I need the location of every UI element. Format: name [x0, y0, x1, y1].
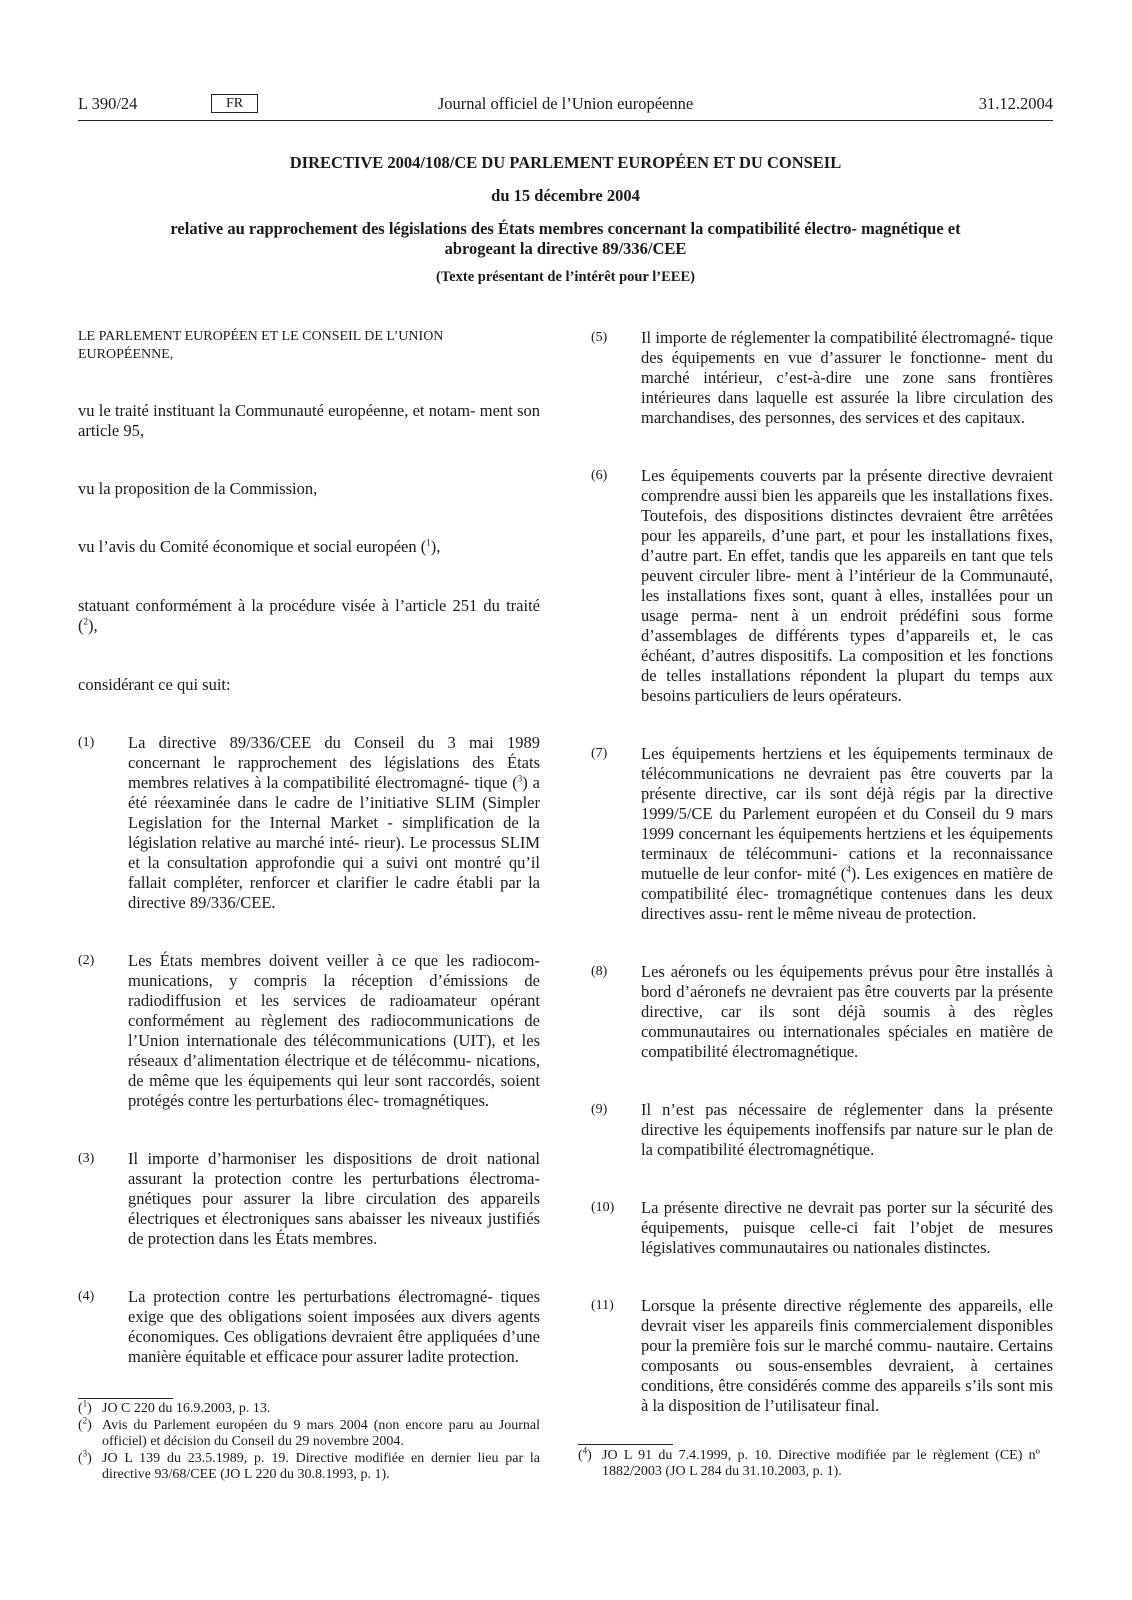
page-reference: L 390/24	[78, 94, 138, 113]
recital-number: (6)	[591, 468, 608, 483]
footnote-rule	[78, 1398, 173, 1399]
footnote-marker: ($^4$)	[578, 1445, 592, 1463]
footnote-text: JO L 91 du 7.4.1999, p. 10. Directive modifiée par le règlement (CE) nº 1882/2003 (JO L 284 du 31.10.2003, p. 1).	[602, 1448, 1040, 1479]
footnote-ref: 4	[846, 864, 851, 875]
recital-11	[591, 1296, 1053, 1416]
footnote-marker: ($^2$)	[78, 1415, 92, 1433]
recital-text: La présente directive ne devrait pas porter sur la sécurité des équipements, puisque celle-ci fait l’objet de mesures législatives communautaires ou nationales distinctes.	[641, 1198, 1053, 1257]
recital-text: Il n’est pas nécessaire de réglementer dans la présente directive les équipements inoffensifs par nature sur le plan de la compatibilité électromagnétique.	[641, 1100, 1053, 1159]
recital-6	[591, 466, 1053, 706]
language-badge: FR	[211, 94, 258, 113]
preamble-proposal: vu la proposition de la Commission,	[78, 479, 318, 498]
recital-10	[591, 1198, 1053, 1258]
recital-7	[591, 744, 1053, 924]
preamble-opinion: vu l’avis du Comité économique et social européen ($^1$),	[78, 537, 441, 556]
recital-text: Les équipements hertziens et les équipements terminaux de télécommunications ne devraient pas être couverts par la présente directive, car ils sont déjà régis par la directive 1999/5/CE du Parlement européen et du Conseil du 9 mars 1999 concernant les équipements hertziens et les équipements terminaux de télécommuni- cations et la reconnaissance mutuelle de leur confor- mité ($^4$). Les exigences en matière de compatibilité élec- tromagnétique contenues dans les deux directives assu- rent le même niveau de protection.	[641, 744, 1053, 923]
directive-title: DIRECTIVE 2004/108/CE DU PARLEMENT EUROPÉEN ET DU CONSEIL	[289, 153, 842, 172]
eea-relevance: (Texte présentant de l’intérêt pour l’EEE)	[436, 269, 695, 285]
left-column	[78, 328, 540, 1367]
running-header	[78, 90, 1053, 118]
recital-number: (11)	[591, 1298, 614, 1313]
recital-text: Il importe de réglementer la compatibilité électromagné- tique des équipements en vue d’assurer le fonctionne- ment du marché intérieur, c’est-à-dire une zone sans frontières intérieures dans laquelle est assurée la libre circulation des marchandises, des personnes, des services et des capitaux.	[641, 328, 1053, 427]
preamble-whereas: considérant ce qui suit:	[78, 675, 231, 694]
recital-number: (4)	[78, 1289, 95, 1304]
recital-3	[78, 1149, 540, 1249]
preamble-treaty: vu le traité instituant la Communauté européenne, et notam- ment son article 95,	[78, 401, 540, 440]
recital-text: Les États membres doivent veiller à ce que les radiocom- munications, y compris la réception d’émissions de radiodiffusion et les services de radioamateur opérant conformément au règlement des radiocommunications de l’Union internationale des télécommunications (UIT), et les réseaux d’alimentation électrique et de télécommu- nications, de même que les équipements qui leur sont raccordés, soient protégés contre les perturbations élec- tromagnétiques.	[128, 951, 540, 1110]
footnote-ref: 3	[517, 773, 523, 784]
footnote-1	[78, 1398, 540, 1417]
preamble-procedure: statuant conformément à la procédure visée à l’article 251 du traité ($^2$),	[78, 596, 540, 635]
recital-text: Lorsque la présente directive réglemente des appareils, elle devrait viser les appareils finis commercialement disponibles pour la première fois sur le marché commu- nautaire. Certains composants ou sous-ensembles devraient, à certaines conditions, être considérés comme des appareils s’ils sont mis à la disposition de l’utilisateur final.	[641, 1296, 1053, 1415]
recital-5	[591, 328, 1053, 428]
recital-number: (9)	[591, 1102, 608, 1117]
right-column	[591, 328, 1053, 1416]
footnote-text: JO C 220 du 16.9.2003, p. 13.	[102, 1401, 271, 1416]
recital-number: (1)	[78, 735, 95, 750]
publication-date: 31.12.2004	[978, 94, 1053, 113]
footnote-marker: ($^1$)	[78, 1398, 92, 1416]
recital-1	[78, 733, 540, 913]
footnote-ref: 1	[426, 537, 431, 548]
footnote-text: Avis du Parlement européen du 9 mars 2004 (non encore paru au Journal officiel) et décision du Conseil du 29 novembre 2004.	[102, 1418, 540, 1449]
recital-text: Les équipements couverts par la présente directive devraient comprendre aussi bien les appareils que les installations fixes. Toutefois, des dispositions distinctes devraient être arrêtées pour les appareils, d’une part, et pour les installations fixes, d’autre part. En effet, tandis que les appareils en tant que tels peuvent circuler libre- ment à l’intérieur de la Communauté, les installations fixes sont, quant à elles, installées pour un usage perma- nent à un endroit prédéfini sous forme d’assemblages de différents types d’appareils et, le cas échéant, d’autres dispositifs. La composition et les fonctions de telles installations répondent la plupart du temps aux besoins particuliers de leurs opérateurs.	[641, 466, 1053, 705]
header-rule	[78, 120, 1053, 121]
recital-number: (10)	[591, 1200, 615, 1215]
recital-number: (3)	[78, 1151, 95, 1166]
recital-text: La protection contre les perturbations électromagné- tiques exige que des obligations soient imposées aux divers agents économiques. Ces obligations devraient être appliquées d’une manière équitable et efficace pour assurer ladite protection.	[128, 1287, 540, 1366]
footnote-3	[78, 1448, 540, 1483]
recital-8	[591, 962, 1053, 1062]
recital-text: La directive 89/336/CEE du Conseil du 3 mai 1989 concernant le rapprochement des législations des États membres relatives à la compatibilité électromagné- tique ($^3$) a été réexaminée dans le cadre de l’initiative SLIM (Simpler Legislation for the Internal Market - simplification de la législation relative au marché inté- rieur). Le processus SLIM et la consultation approfondie qui a suivi ont montré qu’il fallait compléter, renforcer et clarifier le cadre établi par la directive 89/336/CEE.	[128, 733, 540, 912]
recital-number: (8)	[591, 964, 608, 979]
directive-date: du 15 décembre 2004	[491, 186, 640, 205]
directive-subject: relative au rapprochement des législations des États membres concernant la compatibilité électro- magnétique et abrogeant la directive 89/336/CEE	[170, 219, 961, 258]
preamble-parties: LE PARLEMENT EUROPÉEN ET LE CONSEIL DE L’UNION EUROPÉENNE,	[78, 329, 444, 362]
recital-9	[591, 1100, 1053, 1160]
recital-number: (2)	[78, 953, 95, 968]
recital-4	[78, 1287, 540, 1367]
footnote-marker: ($^3$)	[78, 1448, 92, 1466]
journal-title: Journal officiel de l’Union européenne	[437, 94, 694, 113]
footnote-ref: 2	[83, 616, 88, 627]
footnote-rule	[578, 1444, 673, 1445]
footnote-text: JO L 139 du 23.5.1989, p. 19. Directive modifiée en dernier lieu par la directive 93/68/CEE (JO L 220 du 30.8.1993, p. 1).	[102, 1451, 540, 1482]
recital-2	[78, 951, 540, 1111]
recital-text: Il importe d’harmoniser les dispositions de droit national assurant la protection contre les perturbations électroma- gnétiques pour assurer la libre circulation des appareils électriques et électroniques sans abaisser les niveaux justifiés de protection dans les États membres.	[128, 1149, 540, 1248]
recital-text: Les aéronefs ou les équipements prévus pour être installés à bord d’aéronefs ne devraient pas être couverts par la présente directive, car ils sont déjà soumis à des règles communautaires ou internationales spéciales en matière de compatibilité électromagnétique.	[641, 962, 1053, 1061]
directive-title-block	[78, 153, 1053, 286]
footnote-4	[578, 1445, 1040, 1480]
recital-number: (7)	[591, 746, 608, 761]
footnote-2	[78, 1415, 540, 1450]
recital-number: (5)	[591, 330, 608, 345]
